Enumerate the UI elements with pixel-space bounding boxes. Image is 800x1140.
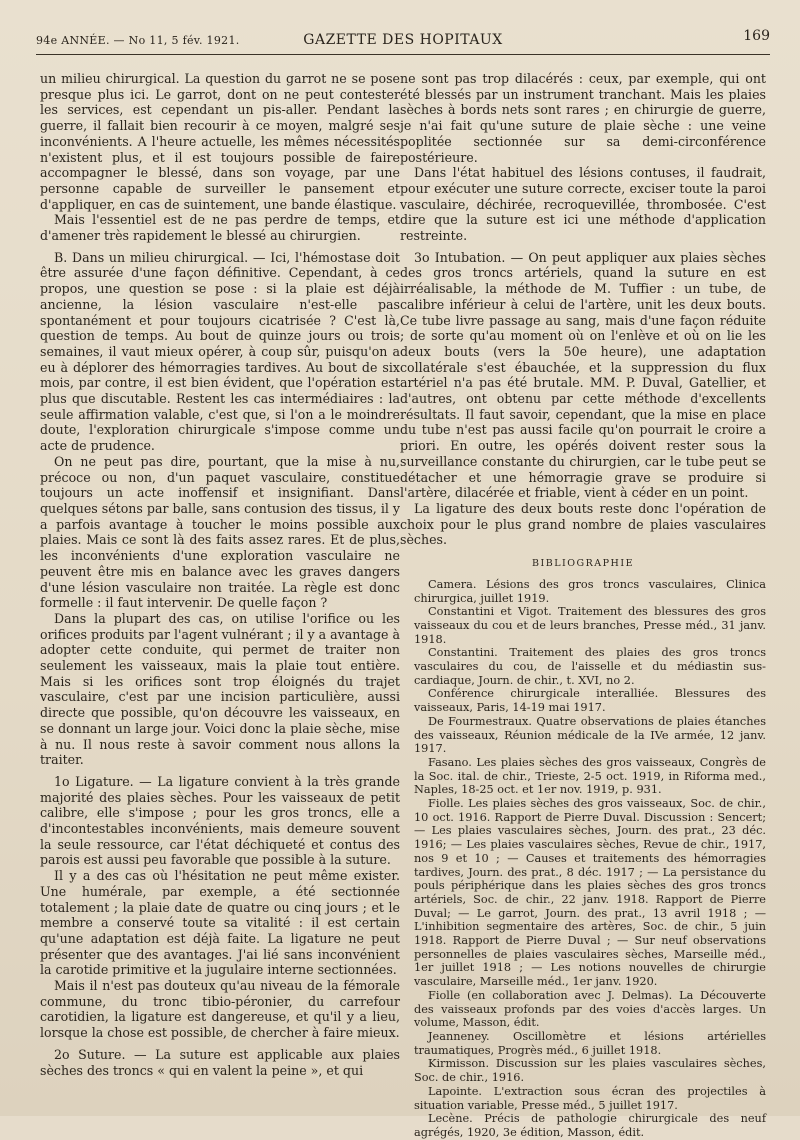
paragraph: Mais il n'est pas douteux qu'au niveau de la fémorale commune, du tronc tibio-péronier, du carrefour carotidien, la ligature est dangereuse, et qu'il y a lieu, lorsque la chose est possible, de chercher à faire mieux.: [40, 978, 400, 1041]
paragraph: Dans l'état habituel des lésions contuses, il faudrait, pour exécuter une suture correcte, exciser toute la paroi vasculaire, déchirée, recroquevillée, thrombosée. C'est dire que la suture est ici une méthode d'application restreinte.: [400, 165, 766, 244]
issue-line: 94e ANNÉE. — No 11, 5 fév. 1921.: [36, 34, 240, 47]
left-column: [40, 71, 400, 1101]
bibliography-entry: Fasano. Les plaies sèches des gros vaisseaux, Congrès de la Soc. ital. de chir., Trieste, 2-5 oct. 1919, in Riforma med., Naples, 18-25 oct. et 1er nov. 1919, p. 931.: [414, 755, 766, 797]
paragraph: Mais l'essentiel est de ne pas perdre de temps, et d'amener très rapidement le blessé au chirurgien.: [40, 212, 400, 244]
bibliography-entry: Constantini et Vigot. Traitement des blessures des gros vaisseaux du cou et de leurs branches, Presse méd., 31 janv. 1918.: [414, 605, 766, 646]
paragraph: B. Dans un milieu chirurgical. — Ici, l'hémostase doit être assurée d'une façon définitive. Cependant, à ce propos, une question se pose : si la plaie est déjà ancienne, la lésion vasculaire n'est-elle pas spontanément et pour toujours cicatrisée ? C'est là, question de temps. Au bout de quinze jours ou trois semaines, il vaut mieux opérer, à coup sûr, puisqu'on a eu à déplorer des hémorragies tardives. Au bout de six mois, par contre, il est bien évident, que l'opération est plus que discutable. Restent les cas intermédiaires : la seule affirmation valable, c'est que, si l'on a le moindre doute, l'exploration chirurgicale s'impose comme un acte de prudence.: [40, 249, 400, 454]
bibliography-entry: Conférence chirurgicale interalliée. Blessures des vaisseaux, Paris, 14-19 mai 1917.: [414, 687, 766, 715]
bibliography-entry: Jeanneney. Oscillomètre et lésions artérielles traumatiques, Progrès méd., 6 juillet 1918.: [414, 1030, 766, 1057]
paragraph: 1o Ligature. — La ligature convient à la très grande majorité des plaies sèches. Pour les vaisseaux de petit calibre, elle s'impose ; pour les gros troncs, elle a d'incontestables inconvénients, mais demeure souvent la seule ressource, car l'état déchiqueté et contus des parois est aussi peu favorable que possible à la suture.: [40, 773, 400, 868]
bibliography-entry: Fiolle. Les plaies sèches des gros vaisseaux, Soc. de chir., 10 oct. 1916. Rapport de Pierre Duval. Discussion : Sencert; — Les plaies vasculaires sèches, Journ. des prat., 23 déc. 1916; — Les plaies vasculaires sèches, Revue de chir., 1917, nos 9 et 10 ; — Causes et traitements des hémorragies tardives, Journ. des prat., 8 déc. 1917 ; — La persistance du pouls périphérique dans les plaies sèches des gros troncs artériels, Soc. de chir., 22 janv. 1918. Rapport de Pierre Duval; — Le garrot, Journ. des prat., 13 avril 1918 ; — L'inhibition segmentaire des artères, Soc. de chir., 5 juin 1918. Rapport de Pierre Duval ; — Sur neuf observations personnelles de plaies vasculaires sèches, Marseille méd., 1er juillet 1918 ; — Les notions nouvelles de chirurgie vasculaire, Marseille méd., 1er janv. 1920.: [414, 797, 766, 989]
paragraph: Dans la plupart des cas, on utilise l'orifice ou les orifices produits par l'agent vulnérant ; il y a avantage à adopter cette conduite, qui permet de traiter non seulement les vaisseaux, mais la plaie tout entière. Mais si les orifices sont trop éloignés du trajet vasculaire, c'est par une incision particulière, aussi directe que possible, qu'on découvre les vaisseaux, en se donnant un large jour. Voici donc la plaie sèche, mise à nu. Il nous reste à savoir comment nous allons la traiter.: [40, 610, 400, 768]
bibliography-entry: Constantini. Traitement des plaies des gros troncs vasculaires du cou, de l'aisselle et du médiastin sus-cardiaque, Journ. de chir., t. XVI, no 2.: [414, 646, 766, 687]
paragraph: Il y a des cas où l'hésitation ne peut même exister. Une humérale, par exemple, a été sectionnée totalement ; la plaie date de quatre ou cinq jours ; et le membre a conservé toute sa vitalité : il est certain qu'une adaptation est déjà faite. La ligature ne peut présenter que des avantages. J'ai lié sans inconvénient la carotide primitive et la jugulaire interne sectionnées.: [40, 868, 400, 978]
bibliography-entry: De Fourmestraux. Quatre observations de plaies étanches des vaisseaux, Réunion médicale de la IVe armée, 12 janv. 1917.: [414, 714, 766, 756]
bibliography-entry: Lapointe. L'extraction sous écran des projectiles à situation variable, Presse méd., 5 juillet 1917.: [414, 1084, 766, 1112]
right-column: [400, 71, 766, 1139]
journal-title: GAZETTE DES HOPITAUX: [303, 32, 503, 48]
paragraph: 2o Suture. — La suture est applicable aux plaies sèches des troncs « qui en valent la peine », et qui: [40, 1046, 400, 1078]
paragraph: La ligature des deux bouts reste donc l'opération de choix pour le plus grand nombre de plaies vasculaires sèches.: [400, 500, 766, 548]
bibliography-list: [400, 578, 766, 1140]
bibliography-heading: BIBLIOGRAPHIE: [531, 558, 635, 570]
bibliography-entry: Camera. Lésions des gros troncs vasculaires, Clinica chirurgica, juillet 1919.: [414, 577, 766, 605]
page-header: [36, 26, 770, 55]
paragraph: 3o Intubation. — On peut appliquer aux plaies sèches des gros troncs artériels, quand la suture en est irréalisable, la méthode de M. Tuffier : un tube, de calibre inférieur à celui de l'artère, unit les deux bouts. Ce tube livre passage au sang, mais d'une façon réduite ; de sorte qu'au moment où on l'enlève et où on lie les deux bouts (vers la 50e heure), une adaptation collatérale s'est ébauchée, et la suppression du flux artériel n'a pas été brutale. MM. P. Duval, Gatellier, et d'autres, ont obtenu par cette méthode d'excellents résultats. Il faut savoir, cependant, que la mise en place du tube n'est pas aussi facile qu'on pourrait le croire a priori. En outre, les opérés doivent rester sous la surveillance constante du chirurgien, car le tube peut se détacher et une hémorragie grave se produire si l'artère, dilacérée et friable, vient à céder en un point.: [400, 249, 766, 501]
paragraph: ne sont pas trop dilacérés : ceux, par exemple, qui ont été blessés par un instrument tranchant. Mais les plaies sèches à bords nets sont rares ; en chirurgie de guerre, je n'ai fait qu'une suture de plaie sèche : une veine poplitée sectionnée sur sa demi-circonférence postérieure.: [400, 71, 766, 165]
paragraph: On ne peut pas dire, pourtant, que la mise à nu, précoce ou non, d'un paquet vasculaire, constitue toujours un acte inoffensif et insignifiant. Dans quelques sétons par balle, sans contusion des tissus, il y a parfois avantage à toucher le moins possible aux plaies. Mais ce sont là des faits assez rares. Et de plus, les inconvénients d'une exploration vasculaire ne peuvent être mis en balance avec les graves dangers d'une lésion vasculaire non traitée. La règle est donc formelle : il faut intervenir. De quelle façon ?: [40, 453, 400, 611]
bibliography-entry: Lecène. Précis de pathologie chirurgicale des neuf agrégés, 1920, 3e édition, Masson, édit.: [414, 1112, 766, 1139]
bibliography-entry: Fiolle (en collaboration avec J. Delmas). La Découverte des vaisseaux profonds par des voies d'accès larges. Un volume, Masson, édit.: [414, 988, 766, 1030]
paragraph: un milieu chirurgical. La question du garrot ne se pose presque plus ici. Le garrot, dont on ne peut contester les services, est cependant un pis-aller. Pendant la guerre, il fallait bien recourir à ce moyen, malgré ses inconvénients. A l'heure actuelle, les mêmes nécessités n'existent plus, et il est toujours possible de faire accompagner le blessé, dans son voyage, par une personne capable de surveiller le pansement et d'appliquer, en cas de suintement, une bande élastique.: [40, 71, 400, 212]
page-number: 169: [743, 28, 770, 44]
bibliography-entry: Kirmisson. Discussion sur les plaies vasculaires sèches, Soc. de chir., 1916.: [414, 1057, 766, 1085]
